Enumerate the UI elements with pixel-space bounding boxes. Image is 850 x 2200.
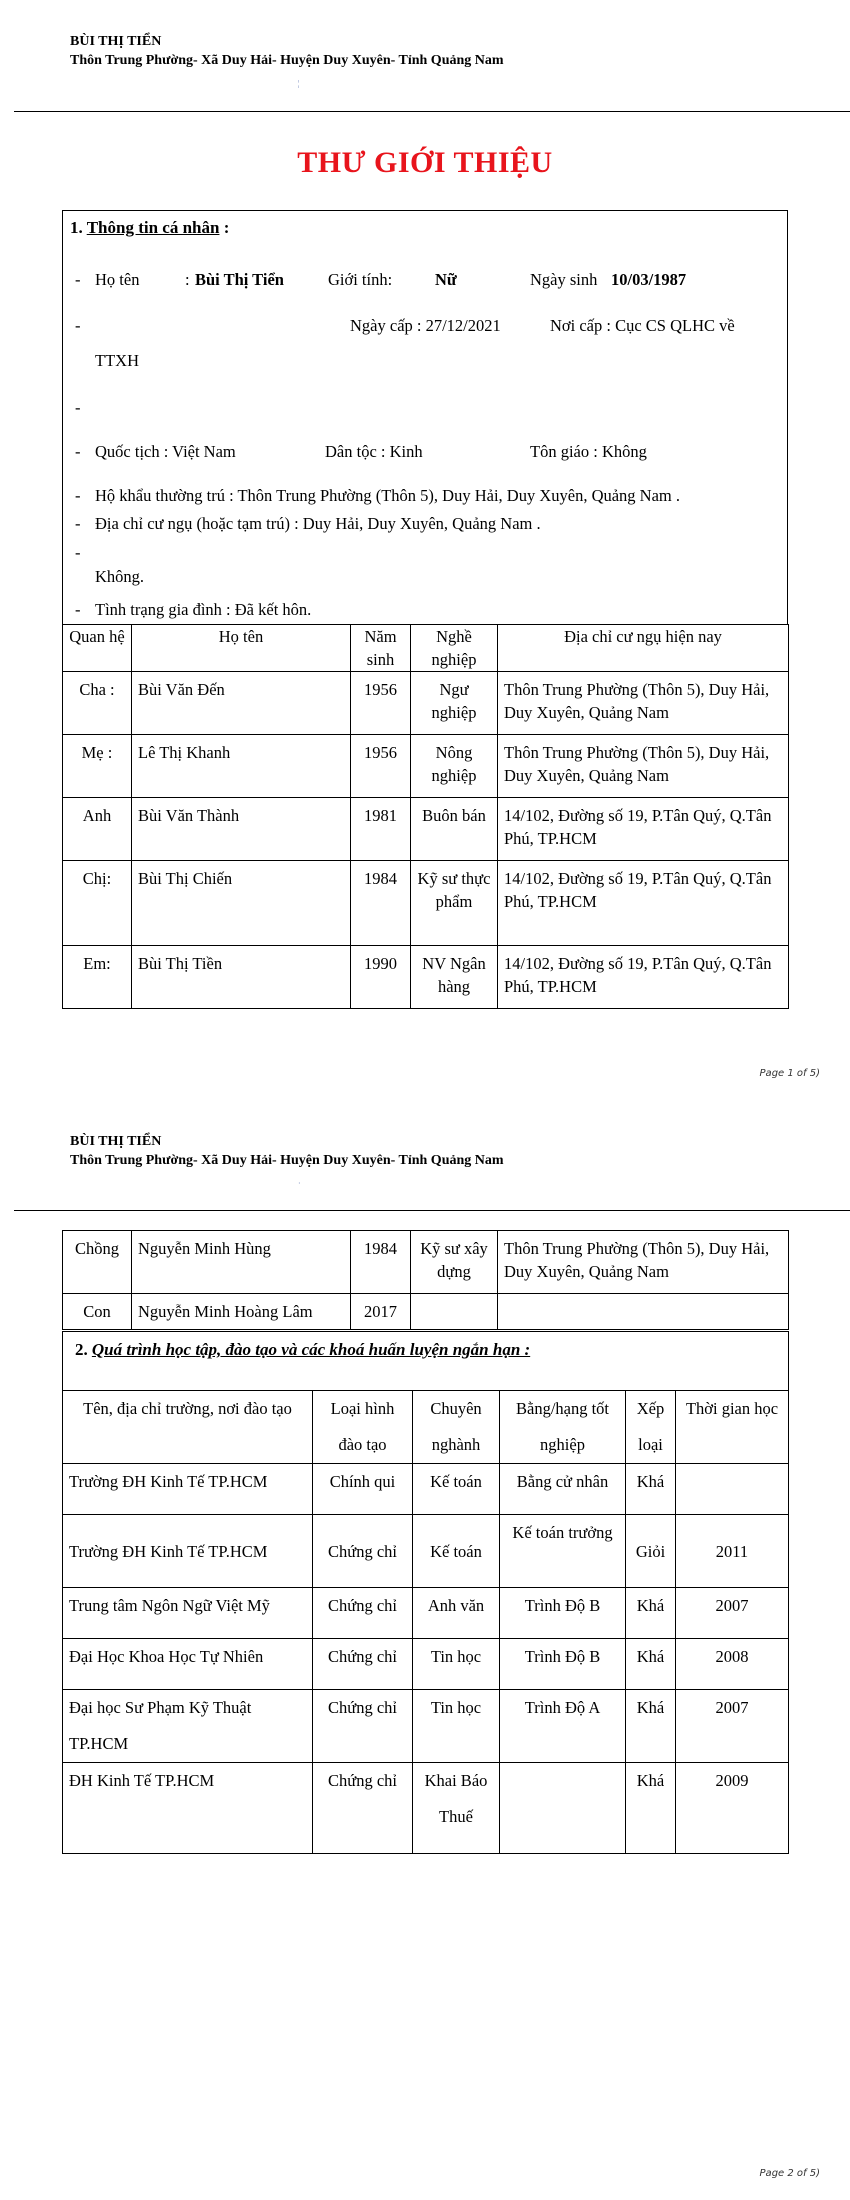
table-row: Em: Bùi Thị Tiền 1990 NV Ngân hàng 14/102, Đường số 19, P.Tân Quý, Q.Tân Phú, TP.HCM (63, 946, 789, 1009)
table-row: Mẹ : Lê Thị Khanh 1956 Nông nghiệp Thôn Trung Phường (Thôn 5), Duy Hải, Duy Xuyên, Quảng Nam (63, 735, 789, 798)
permanent-address: Hộ khẩu thường trú : Thôn Trung Phường (Thôn 5), Duy Hải, Duy Xuyên, Quảng Nam . (95, 486, 681, 505)
col-relation: Quan hệ (63, 625, 132, 672)
header-name: BÙI THỊ TIỂN (70, 34, 162, 49)
marital-status: Tình trạng gia đình : Đã kết hôn. (95, 600, 312, 619)
table-row: Trung tâm Ngôn Ngữ Việt Mỹ Chứng chỉ Anh văn Trình Độ B Khá 2007 (63, 1588, 789, 1639)
table-row: ĐH Kinh Tế TP.HCM Chứng chỉ Khai Báo Thuế Khá 2009 (63, 1763, 789, 1854)
header-address: Thôn Trung Phường- Xã Duy Hải- Huyện Duy Xuyên- Tỉnh Quảng Nam (70, 53, 504, 68)
issue-place-cont: TTXH (95, 351, 139, 370)
section2-heading: Quá trình học tập, đào tạo và các khoá huấn luyện ngắn hạn : (91, 1340, 531, 1359)
education-header-row (63, 1391, 789, 1464)
family-header-row (63, 625, 789, 672)
section2-heading-row: 2. Quá trình học tập, đào tạo và các khoá huấn luyện ngắn hạn : (63, 1332, 789, 1391)
none-text: Không. (95, 567, 145, 586)
page-number-2: Page 2 of 5) (759, 2168, 820, 2179)
header-address: Thôn Trung Phường- Xã Duy Hải- Huyện Duy Xuyên- Tỉnh Quảng Nam (70, 1153, 504, 1168)
col-degree: Bằng/hạng tốt nghiệp (500, 1391, 626, 1464)
col-grade: Xếp loại (626, 1391, 676, 1464)
header-name: BÙI THỊ TIỂN (70, 1134, 162, 1149)
page2-header: BÙI THỊ TIỂN Thôn Trung Phường- Xã Duy Hải- Huyện Duy Xuyên- Tỉnh Quảng Nam · (70, 1134, 504, 1188)
name-label: Họ tên (95, 270, 140, 289)
col-name: Họ tên (132, 625, 351, 672)
table-row: Cha : Bùi Văn Đến 1956 Ngư nghiệp Thôn Trung Phường (Thôn 5), Duy Hải, Duy Xuyên, Quảng Nam (63, 672, 789, 735)
col-address: Địa chỉ cư ngụ hiện nay (498, 625, 789, 672)
gender-value: Nữ (435, 270, 457, 289)
col-time: Thời gian học (676, 1391, 789, 1464)
nationality: Quốc tịch : Việt Nam (95, 442, 236, 461)
table-row: Đại Học Khoa Học Tự Nhiên Chứng chỉ Tin học Trình Độ B Khá 2008 (63, 1639, 789, 1690)
section1-heading: 1. Thông tin cá nhân : (70, 218, 230, 237)
col-training-type: Loại hình đào tạo (313, 1391, 413, 1464)
page-title: THƯ GIỚI THIỆU (297, 146, 553, 179)
residence-address: Địa chỉ cư ngụ (hoặc tạm trú) : Duy Hải, Duy Xuyên, Quảng Nam . (95, 514, 541, 533)
table-row: Trường ĐH Kinh Tế TP.HCM Chính qui Kế toán Bằng cử nhân Khá (63, 1464, 789, 1515)
table-row: Đại học Sư Phạm Kỹ Thuật TP.HCM Chứng chỉ Tin học Trình Độ A Khá 2007 (63, 1690, 789, 1763)
col-birth-year: Năm sinh (351, 625, 411, 672)
religion: Tôn giáo : Không (530, 442, 647, 461)
table-row: Con Nguyễn Minh Hoàng Lâm 2017 (63, 1294, 789, 1330)
col-school: Tên, địa chỉ trường, nơi đào tạo (63, 1391, 313, 1464)
ethnicity: Dân tộc : Kinh (325, 442, 423, 461)
dob-value: 10/03/1987 (611, 270, 687, 289)
col-occupation: Nghề nghiệp (411, 625, 498, 672)
dob-label: Ngày sinh (530, 270, 598, 289)
table-row: Chồng Nguyễn Minh Hùng 1984 Kỹ sư xây dựng Thôn Trung Phường (Thôn 5), Duy Hải, Duy Xuyên, Quảng Nam (63, 1231, 789, 1294)
family-table-continued (62, 1230, 789, 1330)
issue-date: Ngày cấp : 27/12/2021 (350, 316, 501, 335)
table-row: Trường ĐH Kinh Tế TP.HCM Chứng chỉ Kế toán Kế toán trưởng Giỏi 2011 (63, 1515, 789, 1588)
family-table (62, 624, 789, 1009)
name-value: Bùi Thị Tiển (195, 270, 284, 289)
name-row: - (75, 270, 81, 289)
issue-place: Nơi cấp : Cục CS QLHC về (550, 316, 735, 335)
table-row: Anh Bùi Văn Thành 1981 Buôn bán 14/102, Đường số 19, P.Tân Quý, Q.Tân Phú, TP.HCM (63, 798, 789, 861)
page1-header: BÙI THỊ TIỂN Thôn Trung Phường- Xã Duy Hải- Huyện Duy Xuyên- Tỉnh Quảng Nam ¦ (70, 34, 504, 88)
page-number-1: Page 1 of 5) (759, 1068, 820, 1079)
header-rule (14, 111, 850, 112)
education-table (62, 1331, 789, 1854)
header-rule (14, 1210, 850, 1211)
gender-label: Giới tính: (328, 270, 393, 289)
table-row: Chị: Bùi Thị Chiến 1984 Kỹ sư thực phẩm 14/102, Đường số 19, P.Tân Quý, Q.Tân Phú, TP.HCM (63, 861, 789, 946)
col-major: Chuyên nghành (413, 1391, 500, 1464)
